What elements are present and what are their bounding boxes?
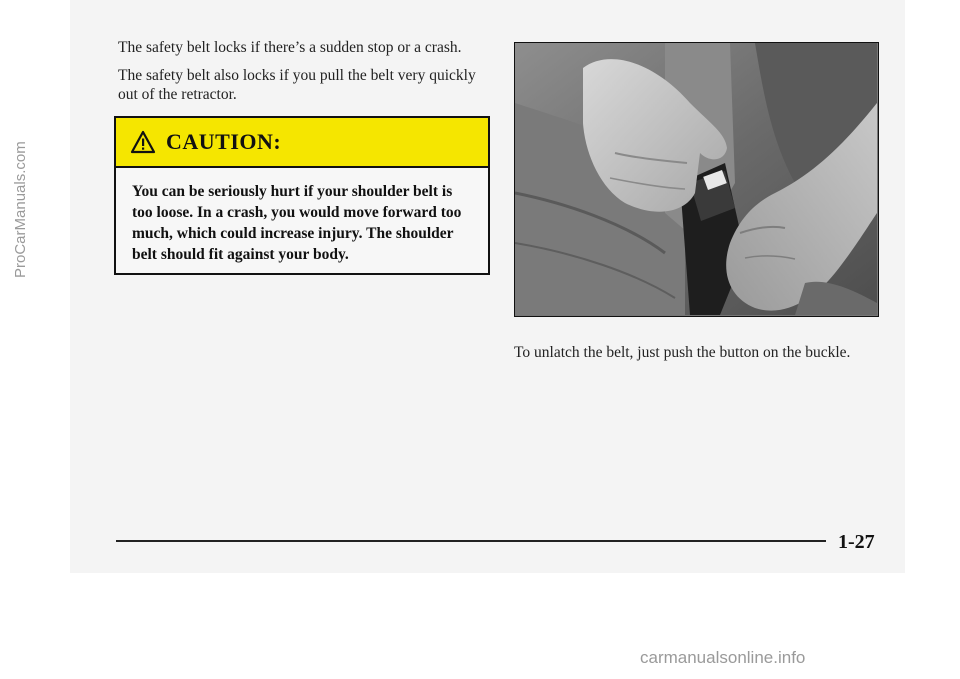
buckle-illustration — [515, 43, 877, 315]
paragraph-locks-sudden-stop: The safety belt locks if there’s a sudden stop or a crash. — [118, 39, 462, 56]
page-number: 1-27 — [838, 531, 875, 553]
paragraph-locks-pull-quickly: The safety belt also locks if you pull the belt very quickly out of the retractor. — [118, 67, 476, 103]
footer-rule — [116, 540, 826, 542]
caution-title: CAUTION: — [166, 129, 282, 154]
figure-caption: To unlatch the belt, just push the button on the buckle. — [514, 344, 851, 361]
caution-header — [116, 118, 488, 168]
side-watermark: ProCarManuals.com — [12, 141, 29, 279]
caution-box — [114, 116, 490, 275]
buckle-release-photo — [514, 42, 879, 317]
caution-text: You can be seriously hurt if your shoulder belt is too loose. In a crash, you would move forward too much, which could increase injury. The shoulder belt should fit against your body. — [132, 183, 462, 263]
warning-triangle-icon — [130, 130, 156, 154]
footer-watermark: carmanualsonline.info — [640, 648, 806, 667]
